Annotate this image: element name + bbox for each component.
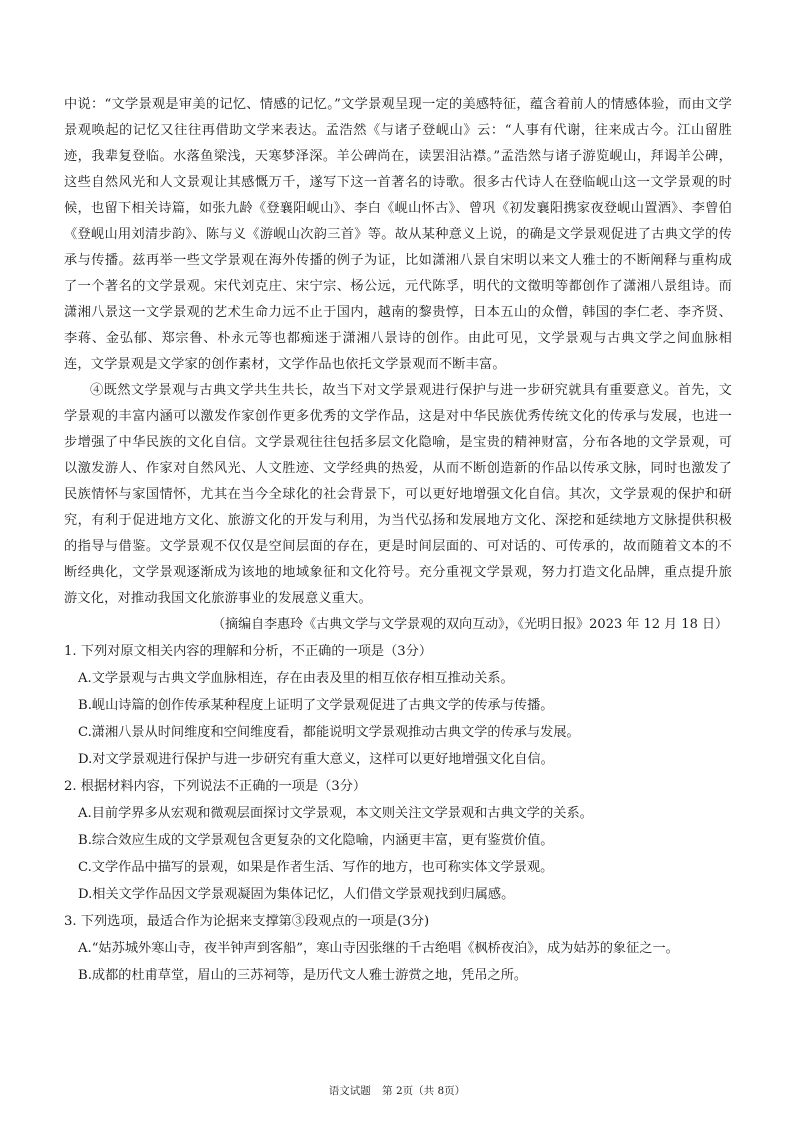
option-a: A.“姑苏城外寒山寺，夜半钟声到客船”，寒山寺因张继的千古绝唱《枫桥夜泊》，成为姑苏的象征之一。 [78,941,679,956]
option-d: D.对文学景观进行保护与进一步研究有重大意义，这样可以更好地增强文化自信。 [78,752,554,767]
page-content [64,92,732,989]
question-stem: 2. 根据材料内容，下列说法不正确的一项是（3分） [64,779,367,794]
question-stem: 1. 下列对原文相关内容的理解和分析，不正确的一项是（3分） [64,644,433,659]
question-1 [64,638,732,773]
option-a: A.目前学界多从宏观和微观层面探讨文学景观，本文则关注文学景观和古典文学的关系。 [78,806,593,821]
footer-subject: 语文试题 [328,1085,371,1097]
source-citation: （摘编自李惠玲《古典文学与文学景观的双向互动》，《光明日报》2023 年 12 月 18 日） [212,617,728,632]
passage-paragraph-4: ④既然文学景观与古典文学共生共长，故当下对文学景观进行保护与进一步研究就具有重要意义。首先，文学景观的丰富内涵可以激发作家创作更多优秀的文学作品，这是对中华民族优秀传统文化的传承与发展，也进一步增强了中华民族的文化自信。文学景观往往包括多层文化隐喻，是宝贵的精神财富，分布各地的文学景观，可以激发游人、作家对自然风光、人文胜迹、文学经典的热爱，从而不断创造新的作品以传承文脉，同时也激发了民族情怀与家国情怀，尤其在当今全球化的社会背景下，可以更好地增强文化自信。其次，文学景观的保护和研究，有利于促进地方文化、旅游文化的开发与利用，为当代弘扬和发展地方文化、深挖和延续地方文脉提供积极的指导与借鉴。文学景观不仅仅是空间层面的存在，更是时间层面的、可对话的、可传承的，故而随着文本的不断经典化，文学景观逐渐成为该地的地域象征和文化符号。充分重视文学景观，努力打造文化品牌，重点提升旅游文化，对推动我国文化旅游事业的发展意义重大。 [64,383,732,606]
footer-page-number: 第 2页（共 8页） [382,1085,466,1097]
option-b: B.岘山诗篇的创作传承某种程度上证明了文学景观促进了古典文学的传承与传播。 [78,698,554,713]
passage-paragraph-3: 中说：“文学景观是审美的记忆、情感的记忆。”文学景观呈现一定的美感特征，蕴含着前人的情感体验，而由文学景观唤起的记忆又往往再借助文学来表达。孟浩然《与诸子登岘山》云：“人事有代谢，往来成古今。江山留胜迹，我辈复登临。水落鱼梁浅，天寒梦泽深。羊公碑尚在，读罢泪沾襟。”孟浩然与诸子游览岘山，拜谒羊公碑，这些自然风光和人文景观让其感慨万千，遂写下这一首著名的诗歌。很多古代诗人在登临岘山这一文学景观的时候，也留下相关诗篇，如张九龄《登襄阳岘山》、李白《岘山怀古》、曾巩《初发襄阳携家夜登岘山置酒》、李曾伯《登岘山用刘清步韵》、陈与义《游岘山次韵三首》等。故从某种意义上说，的确是文学景观促进了古典文学的传承与传播。兹再举一些文学景观在海外传播的例子为证，比如潇湘八景自宋明以来文人雅士的不断阐释与重构成了一个著名的文学景观。宋代刘克庄、宋宁宗、杨公远，元代陈孚，明代的文徵明等都创作了潇湘八景组诗。而潇湘八景这一文学景观的艺术生命力远不止于国内，越南的黎贵惇，日本五山的众僧，韩国的李仁老、李齐贤、李蒋、金弘郁、郑宗鲁、朴永元等也都痴迷于潇湘八景诗的创作。由此可见，文学景观与古典文学之间血脉相连，文学景观是文学家的创作素材，文学作品也依托文学景观而不断丰富。 [64,97,732,372]
option-a: A.文学景观与古典文学血脉相连，存在由表及里的相互依存相互推动关系。 [78,671,514,686]
question-stem: 3. 下列选项，最适合作为论据来支撑第③段观点的一项是(3分) [64,914,430,929]
option-c: C.潇湘八景从时间维度和空间维度看，都能说明文学景观推动古典文学的传承与发展。 [78,725,580,740]
question-3 [64,908,732,989]
page-footer [0,1083,794,1098]
option-b: B.成都的杜甫草堂，眉山的三苏祠等，是历代文人雅士游赏之地，凭吊之所。 [78,968,528,983]
option-c: C.文学作品中描写的景观，如果是作者生活、写作的地方，也可称实体文学景观。 [78,860,554,875]
question-2 [64,773,732,908]
option-b: B.综合效应生成的文学景观包含更复杂的文化隐喻，内涵更丰富，更有鉴赏价值。 [78,833,554,848]
option-d: D.相关文学作品因文学景观凝固为集体记忆，人们借文学景观找到归属感。 [78,887,515,902]
